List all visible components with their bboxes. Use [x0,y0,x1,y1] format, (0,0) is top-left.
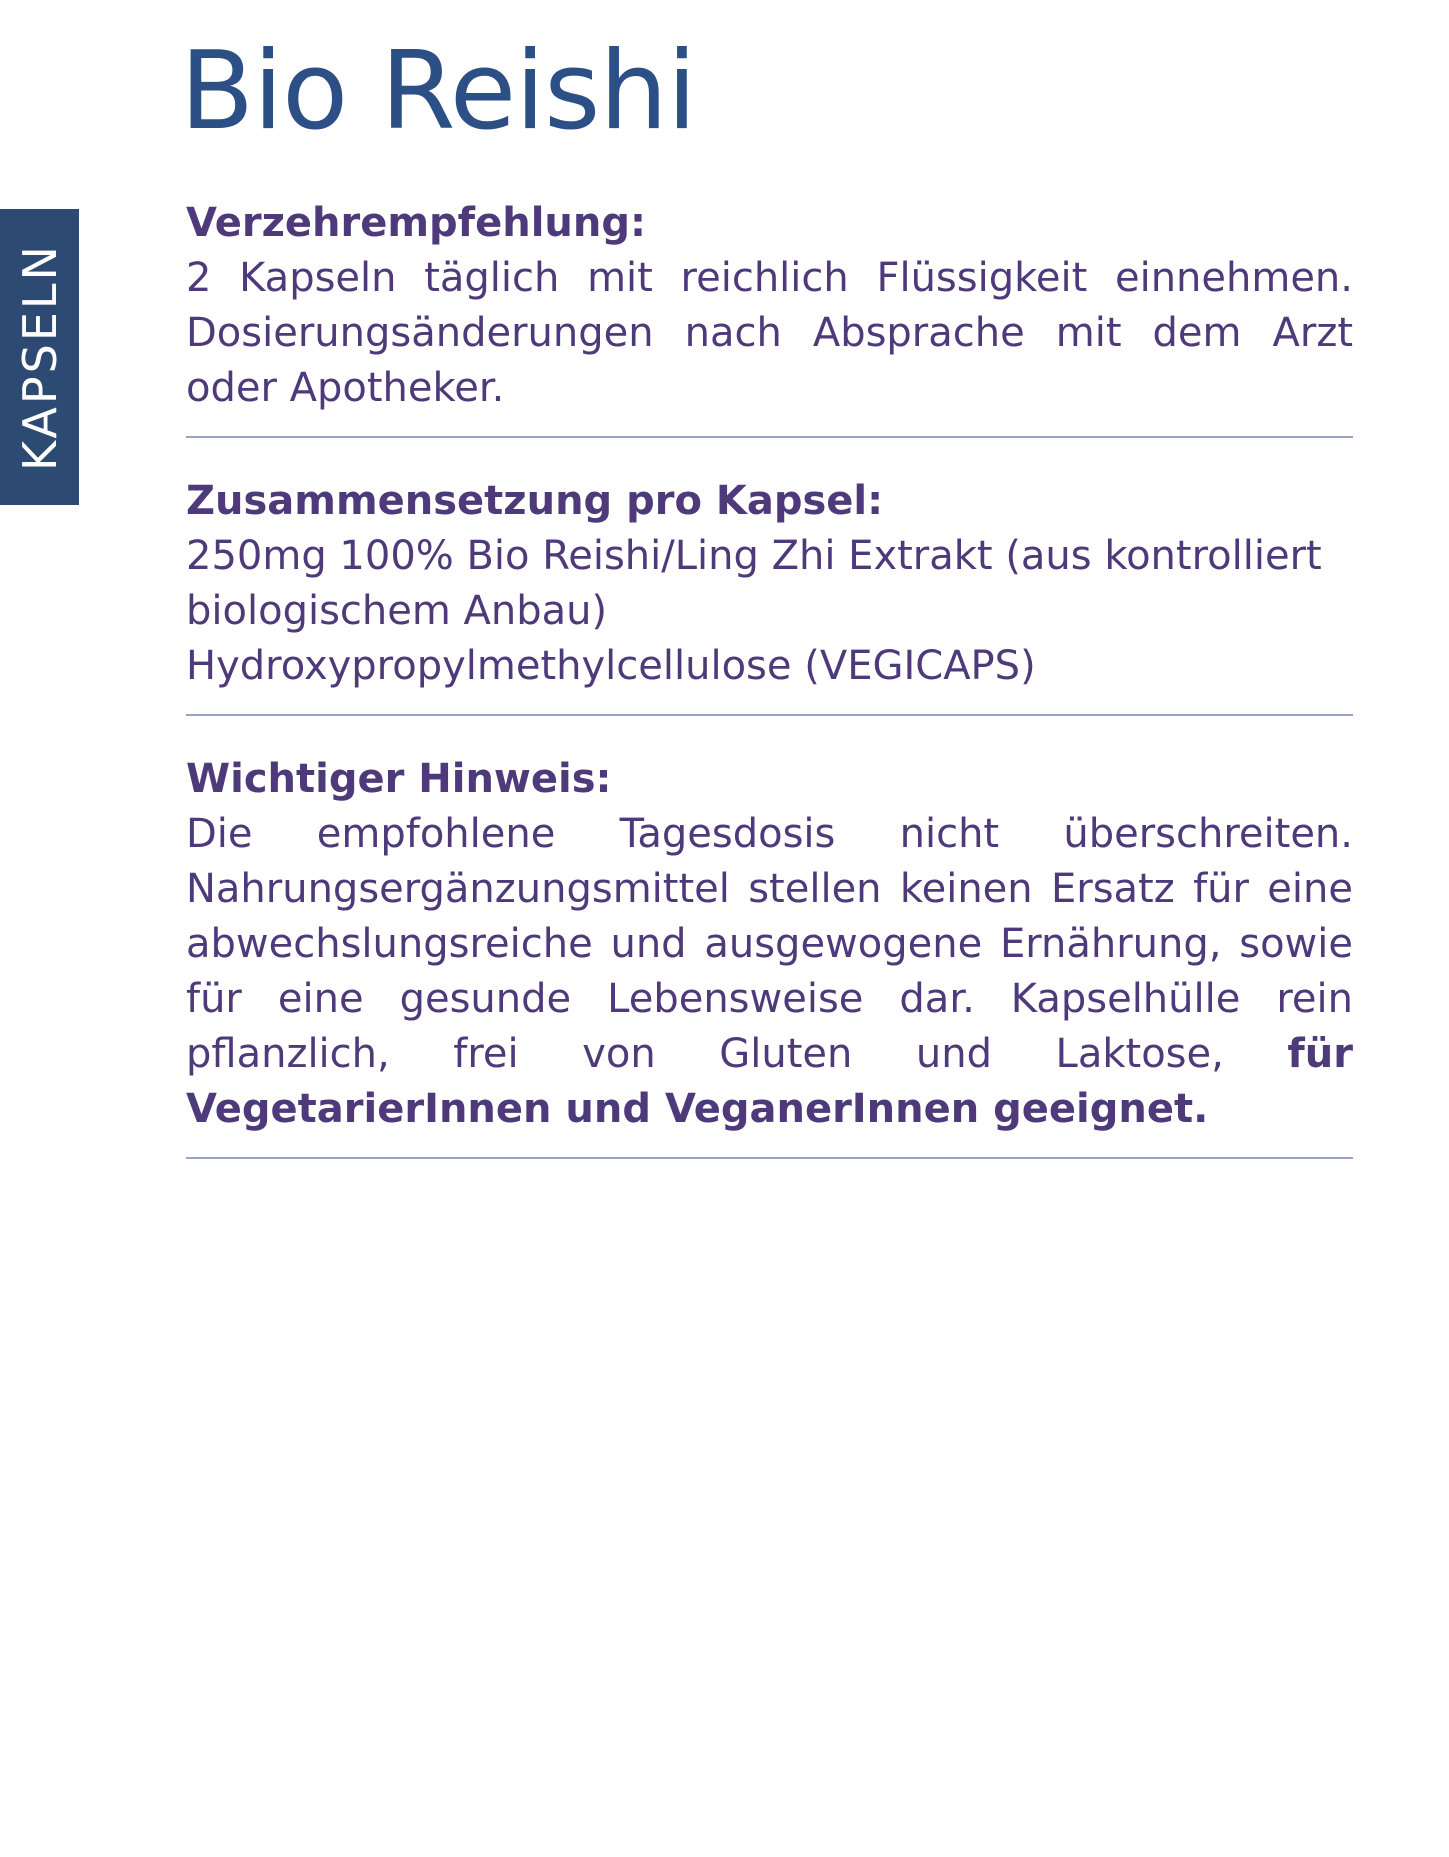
content [186,196,1353,1195]
composition-line: 250mg 100% Bio Reishi/Ling Zhi Extrakt (aus kontrolliert biologischem Anbau) [186,533,1322,634]
notice-emphasis: für VegetarierInnen und VeganerInnen geeignet. [186,1031,1354,1132]
side-tab-label: KAPSELN [12,243,67,471]
section-text-notice [186,807,1353,1137]
section-composition [186,474,1353,716]
section-heading-composition: Zusammensetzung pro Kapsel: [186,478,884,524]
notice-text: Die empfohlene Tagesdosis nicht überschreiten. Nahrungsergänzungsmittel stellen keinen Ersatz für eine abwechslungsreiche und ausgewogene Ernährung, sowie für eine gesunde Lebensweise dar. Kapselhülle rein pflanzlich, frei von Gluten und Laktose, [186,811,1353,1077]
section-text-dosage: 2 Kapseln täglich mit reichlich Flüssigkeit einnehmen. Dosierungsänderungen nach Absprache mit dem Arzt oder Apotheker. [186,255,1353,411]
section-notice [186,752,1353,1159]
composition-line: Hydroxypropylmethylcellulose (VEGICAPS) [186,643,1036,689]
section-heading-dosage: Verzehrempfehlung: [186,200,646,246]
side-tab [0,209,79,505]
section-heading-notice: Wichtiger Hinweis: [186,756,612,802]
page-title: Bio Reishi [180,29,696,154]
section-dosage [186,196,1353,438]
